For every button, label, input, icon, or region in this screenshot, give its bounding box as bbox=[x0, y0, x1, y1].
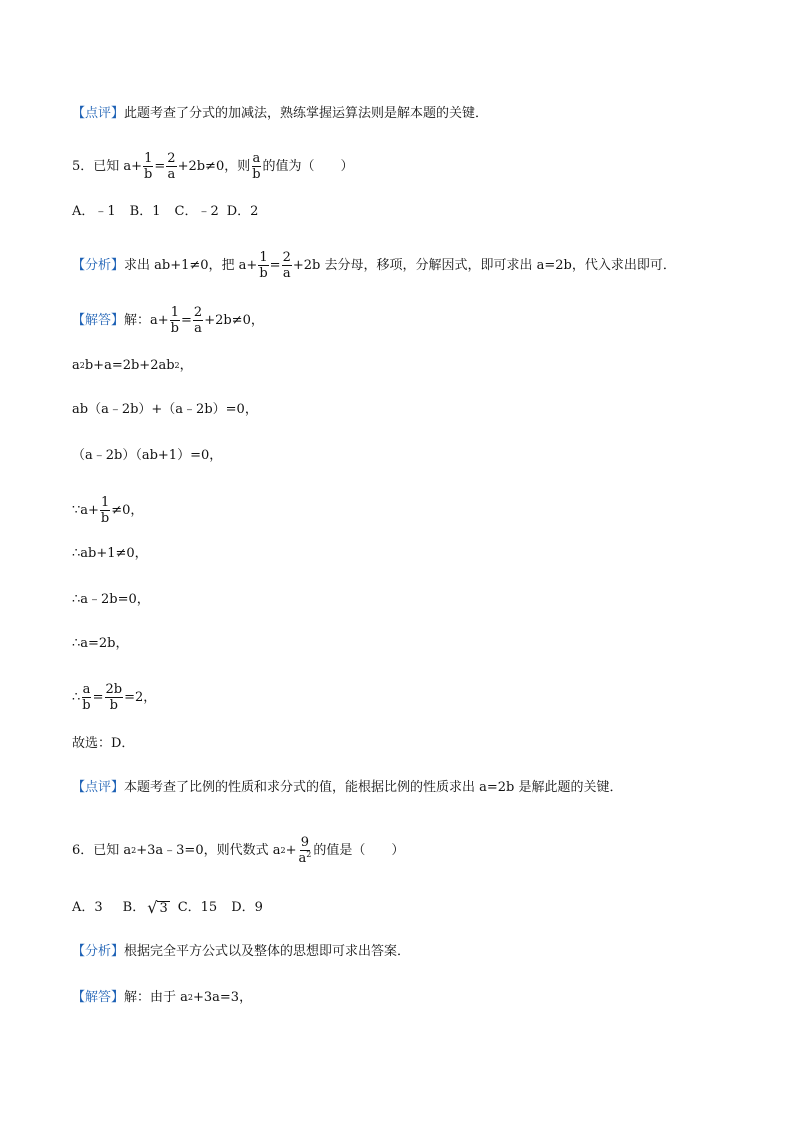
solution-text: 解：由于 a bbox=[124, 990, 188, 1005]
analysis-tag: 【分析】 bbox=[72, 944, 125, 959]
step-text: =2， bbox=[124, 689, 157, 705]
fraction bbox=[166, 152, 176, 181]
option-c: C．15 bbox=[177, 900, 218, 915]
step-text: a bbox=[72, 358, 80, 373]
fraction bbox=[258, 251, 268, 280]
q5-lead: 5．已知 a+ bbox=[72, 158, 143, 174]
denominator-base: a bbox=[298, 851, 307, 866]
review-tag: 【点评】 bbox=[72, 780, 125, 795]
step-text: ∴ bbox=[72, 689, 81, 705]
question-5 bbox=[72, 152, 354, 181]
step-5: ∴ab+1≠0， bbox=[72, 546, 148, 561]
sqrt-symbol bbox=[147, 900, 169, 916]
denominator: b bbox=[252, 167, 261, 182]
review-line-1 bbox=[72, 106, 488, 122]
analysis-tag: 【分析】 bbox=[72, 257, 125, 273]
denominator: b bbox=[109, 698, 118, 713]
q6-end: 的值是（ ） bbox=[313, 842, 405, 858]
fraction bbox=[297, 836, 312, 865]
q5-end: 的值为（ ） bbox=[262, 158, 354, 174]
denominator: b bbox=[259, 266, 268, 281]
fraction bbox=[105, 683, 124, 712]
solution-text: +2b≠0， bbox=[204, 312, 264, 328]
q6-lead: 6．已知 a bbox=[72, 842, 132, 858]
numerator: 2 bbox=[167, 151, 176, 166]
fraction bbox=[193, 306, 203, 335]
step-text: ， bbox=[179, 358, 193, 373]
question-6: 6．已知 a 2 +3a﹣3=0，则代数式 a 2 + $\frac{9}{a^2}$ 的值是（ ） bbox=[72, 835, 405, 866]
numerator: 9 bbox=[300, 835, 310, 850]
denominator: b bbox=[100, 511, 110, 526]
solution-5 bbox=[72, 306, 264, 335]
step-4 bbox=[72, 496, 143, 525]
numerator: 2 bbox=[193, 305, 203, 320]
option-a: A．3 bbox=[72, 900, 103, 915]
denominator: a bbox=[282, 266, 291, 281]
step-8 bbox=[72, 683, 156, 712]
equals-sign: = bbox=[92, 689, 104, 705]
fraction bbox=[81, 683, 91, 712]
analysis-text: 求出 ab+1≠0，把 a+ bbox=[124, 257, 258, 273]
numerator: 1 bbox=[259, 250, 268, 265]
numerator: 2b bbox=[105, 682, 123, 697]
radicand: 3 bbox=[159, 901, 168, 916]
solution-tag: 【解答】 bbox=[72, 990, 125, 1005]
fraction bbox=[143, 152, 153, 181]
denominator: a bbox=[194, 321, 202, 336]
solution-6: 【解答】 解：由于 a 2 +3a=3， bbox=[72, 990, 253, 1005]
numerator: 1 bbox=[144, 151, 153, 166]
analysis-text: +2b 去分母，移项，分解因式，即可求出 a=2b，代入求出即可． bbox=[292, 257, 676, 273]
step-text: ≠0， bbox=[111, 502, 144, 518]
equals-sign: = bbox=[154, 158, 166, 174]
review-text: 本题考查了比例的性质和求分式的值，能根据比例的性质求出 a=2b 是解此题的关键． bbox=[124, 780, 623, 795]
numerator: 1 bbox=[170, 305, 179, 320]
denominator: a bbox=[167, 167, 176, 182]
solution-tag: 【解答】 bbox=[72, 312, 125, 328]
option-a: A．﹣1 bbox=[72, 204, 116, 219]
radical-sign: √ bbox=[147, 898, 158, 917]
denominator: b bbox=[144, 167, 153, 182]
question-6-options bbox=[72, 900, 263, 916]
option-d: D．9 bbox=[231, 900, 263, 915]
numerator: 2 bbox=[282, 250, 291, 265]
analysis-5 bbox=[72, 251, 676, 280]
denominator: b bbox=[170, 321, 179, 336]
q5-tail: +2b≠0，则 bbox=[177, 158, 251, 174]
step-text: b+a=2b+2ab bbox=[84, 358, 175, 373]
fraction bbox=[282, 251, 292, 280]
fraction bbox=[100, 496, 110, 525]
fraction bbox=[170, 306, 180, 335]
denominator: b bbox=[82, 698, 91, 713]
question-5-options bbox=[72, 204, 258, 220]
review-line-2 bbox=[72, 780, 623, 796]
q6-text: + bbox=[285, 842, 297, 858]
solution-text: 解：a+ bbox=[124, 312, 169, 328]
exponent: 2 bbox=[306, 850, 312, 859]
step-2: ab（a﹣2b）+（a﹣2b）=0， bbox=[72, 402, 258, 417]
numerator: 1 bbox=[100, 495, 110, 510]
analysis-6 bbox=[72, 944, 410, 960]
option-c: C．﹣2 bbox=[174, 204, 219, 219]
denominator bbox=[297, 851, 312, 865]
option-b: B． bbox=[122, 900, 146, 915]
answer-choice: 故选：D． bbox=[72, 736, 135, 751]
option-d: D．2 bbox=[226, 204, 259, 219]
equals-sign: = bbox=[269, 257, 281, 273]
review-tag: 【点评】 bbox=[72, 106, 125, 121]
review-text: 此题考查了分式的加减法，熟练掌握运算法则是解本题的关键． bbox=[124, 106, 489, 121]
solution-text: +3a=3， bbox=[193, 990, 253, 1005]
option-b: B．1 bbox=[129, 204, 161, 219]
numerator: a bbox=[252, 151, 261, 166]
step-6: ∴a﹣2b=0， bbox=[72, 592, 150, 607]
step-1: a 2 b+a=2b+2ab 2 ， bbox=[72, 358, 193, 373]
fraction bbox=[251, 152, 261, 181]
numerator: a bbox=[82, 682, 91, 697]
analysis-text: 根据完全平方公式以及整体的思想即可求出答案． bbox=[124, 944, 411, 959]
step-7: ∴a=2b， bbox=[72, 636, 129, 651]
equals-sign: = bbox=[181, 312, 192, 328]
step-3: （a﹣2b）（ab+1）=0， bbox=[72, 448, 223, 463]
q6-text: +3a﹣3=0，则代数式 a bbox=[136, 842, 281, 858]
step-text: ∵a+ bbox=[72, 502, 99, 518]
